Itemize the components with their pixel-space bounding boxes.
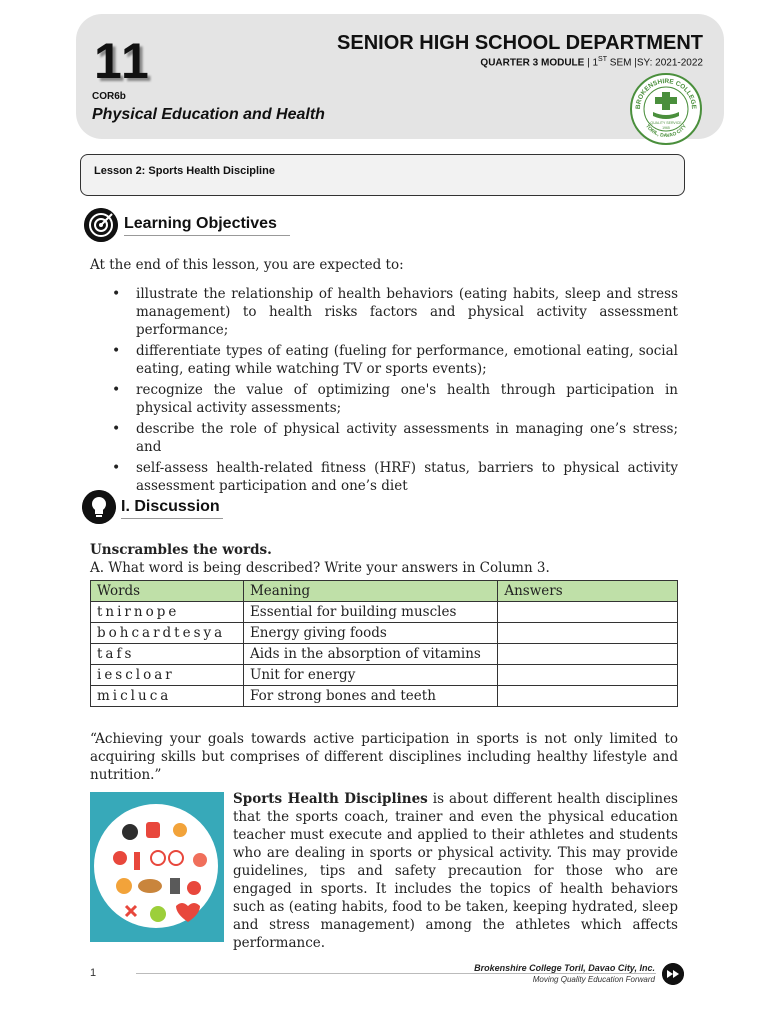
lesson-title-box: [80, 154, 685, 196]
answer-cell[interactable]: [498, 623, 678, 644]
table-row: [91, 602, 678, 623]
scrambled-word: micluca: [91, 686, 244, 707]
table-row: [91, 665, 678, 686]
list-item: • differentiate types of eating (fueling for performance, emotional eating, social eating, eating while watching TV or sports events);: [90, 342, 678, 378]
word-meaning: Essential for building muscles: [243, 602, 497, 623]
discussion-heading: I. Discussion: [121, 498, 223, 519]
target-icon: [84, 208, 118, 242]
list-item: • describe the role of physical activity assessments in managing one’s stress; and: [90, 420, 678, 456]
table-row: [91, 686, 678, 707]
department-title: SENIOR HIGH SCHOOL DEPARTMENT: [337, 32, 703, 54]
table-row: [91, 644, 678, 665]
word-meaning: Aids in the absorption of vitamins: [243, 644, 497, 665]
course-code: COR6b: [92, 91, 126, 102]
objectives-list: [90, 285, 678, 498]
footer-tagline: Moving Quality Education Forward: [532, 975, 655, 984]
answer-cell[interactable]: [498, 644, 678, 665]
module-info: QUARTER 3 MODULE | 1ST SEM |SY: 2021-2022: [480, 56, 703, 69]
activity-title: Unscrambles the words.: [90, 542, 272, 558]
svg-text:BROKENSHIRE COLLEGE: BROKENSHIRE COLLEGE: [634, 77, 698, 110]
lightbulb-icon: [82, 490, 116, 524]
sports-health-paragraph: Sports Health Disciplines is about different health disciplines that the sports coach, trainer and even the physical education teacher must execute and applied to their athletes and students who are dealing in sports or physical activity. This may provide guidelines, tips and safety precaution for those who are engaged in sports. It includes the topics of health behaviors such as (eating habits, food to be taken, keeping hydrated, sleep and stress management) among the athletes which affects performance.: [233, 791, 678, 951]
objectives-intro: At the end of this lesson, you are expected to:: [90, 257, 404, 273]
college-seal-logo: [629, 72, 703, 146]
quote-paragraph: “Achieving your goals towards active participation in sports is not only limited to acquiring skills but comprises of different disciplines including healthy lifestyle and nutrition.”: [90, 731, 678, 783]
grade-number: 11: [94, 33, 151, 89]
module-header: [76, 14, 724, 139]
subject-title: Physical Education and Health: [92, 106, 325, 123]
column-header: Words: [91, 581, 244, 602]
footer-college-name: Brokenshire College Toril, Davao City, Inc.: [474, 963, 655, 973]
word-meaning: Unit for energy: [243, 665, 497, 686]
table-header-row: [91, 581, 678, 602]
answer-cell[interactable]: [498, 602, 678, 623]
activity-instruction: A. What word is being described? Write your answers in Column 3.: [90, 560, 550, 576]
footer-divider: [136, 973, 656, 974]
scrambled-word: tnirnope: [91, 602, 244, 623]
lesson-title: Lesson 2: Sports Health Discipline: [94, 165, 275, 177]
page-number: 1: [90, 967, 97, 979]
svg-text:1965: 1965: [662, 126, 670, 130]
scrambled-word: bohcardtesya: [91, 623, 244, 644]
column-header: Answers: [498, 581, 678, 602]
table-row: [91, 623, 678, 644]
list-item: • recognize the value of optimizing one's health through participation in physical activity assessments;: [90, 381, 678, 417]
learning-objectives-heading: Learning Objectives: [124, 215, 290, 236]
sports-health-illustration: [90, 792, 224, 942]
answer-cell[interactable]: [498, 686, 678, 707]
scrambled-word: tafs: [91, 644, 244, 665]
column-header: Meaning: [243, 581, 497, 602]
svg-text:TORIL, DAVAO CITY: TORIL, DAVAO CITY: [644, 123, 688, 140]
list-item: • self-assess health-related fitness (HRF) status, barriers to physical activity assessment participation and one’s diet: [90, 459, 678, 495]
svg-text:QUALITY SERVICE: QUALITY SERVICE: [650, 121, 682, 125]
fast-forward-icon: [662, 963, 684, 985]
scrambled-word: iescloar: [91, 665, 244, 686]
answer-cell[interactable]: [498, 665, 678, 686]
list-item: • illustrate the relationship of health behaviors (eating habits, sleep and stress management) to health risks factors and physical activity assessment performance;: [90, 285, 678, 339]
word-meaning: Energy giving foods: [243, 623, 497, 644]
unscramble-table: [90, 580, 678, 707]
word-meaning: For strong bones and teeth: [243, 686, 497, 707]
